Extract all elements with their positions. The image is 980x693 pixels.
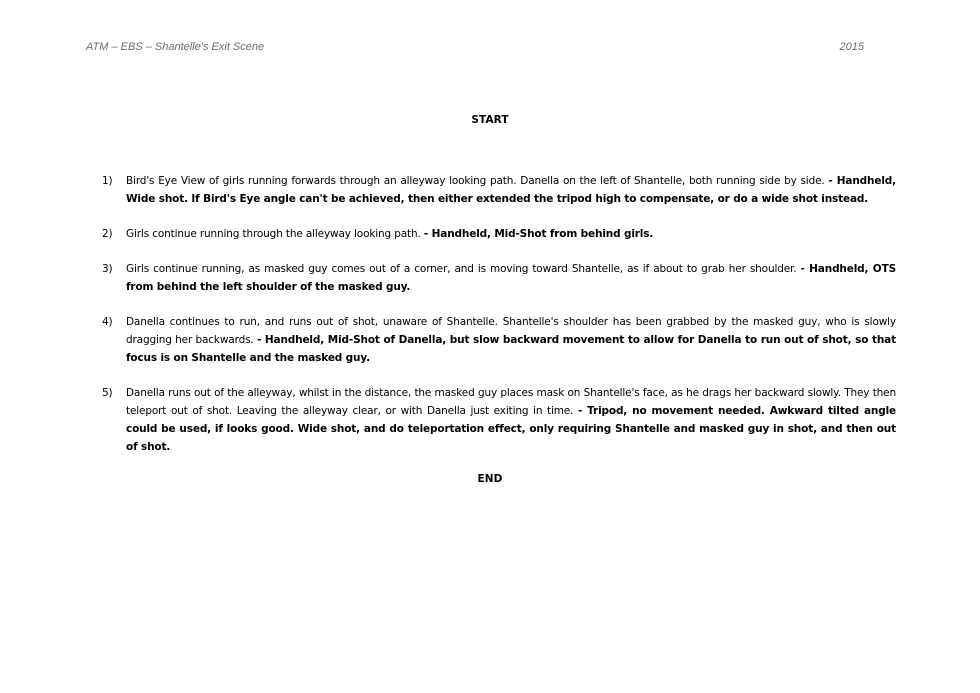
shot-item-2 bbox=[102, 225, 896, 243]
shot-technical-notes: - Handheld, Wide shot. If Bird's Eye angle can't be achieved, then either extended the tripod high to compensate, or do a wide shot instead. bbox=[126, 175, 896, 205]
start-marker: START bbox=[471, 114, 509, 126]
shot-number: 4) bbox=[102, 316, 113, 328]
shot-action: Girls continue running through the alleyway looking path. bbox=[126, 228, 421, 240]
shot-technical-notes: - Handheld, Mid-Shot from behind girls. bbox=[423, 228, 654, 240]
document-header-title: ATM – EBS – Shantelle’s Exit Scene bbox=[86, 41, 265, 53]
shot-item-5 bbox=[102, 384, 896, 456]
shot-number: 1) bbox=[102, 175, 113, 187]
shot-technical-notes: - Handheld, Mid-Shot of Danella, but slow backward movement to allow for Danella to run out of shot, so that focus is on Shantelle and the masked guy. bbox=[126, 334, 896, 364]
shot-description bbox=[126, 172, 896, 208]
shot-description bbox=[126, 225, 896, 243]
shot-technical-notes: - Tripod, no movement needed. Awkward tilted angle could be used, if looks good. Wide shot, and do teleportation effect, only requiring Shantelle and masked guy in shot, and then out of shot. bbox=[126, 405, 896, 453]
shot-number: 5) bbox=[102, 387, 113, 399]
shot-action: Bird's Eye View of girls running forwards through an alleyway looking path. Danella on the left of Shantelle, both running side by side. bbox=[126, 175, 825, 187]
shot-description bbox=[126, 313, 896, 367]
shot-description bbox=[126, 260, 896, 296]
document-header-year: 2015 bbox=[839, 41, 864, 53]
shot-item-3 bbox=[102, 260, 896, 296]
shot-description bbox=[126, 384, 896, 456]
shot-list bbox=[102, 172, 896, 473]
shot-action: Danella runs out of the alleyway, whilst in the distance, the masked guy places mask on Shantelle's face, as he drags her backward slowly. They then teleport out of shot. Leaving the alleyway clear, or with Danella just exiting in time. bbox=[126, 387, 896, 417]
shot-action: Danella continues to run, and runs out of shot, unaware of Shantelle. Shantelle's shoulder has been grabbed by the masked guy, who is slowly dragging her backwards. bbox=[126, 316, 896, 346]
end-marker: END bbox=[477, 473, 503, 485]
shot-item-1 bbox=[102, 172, 896, 208]
shot-action: Girls continue running, as masked guy comes out of a corner, and is moving toward Shantelle, as if about to grab her shoulder. bbox=[126, 263, 797, 275]
shot-item-4 bbox=[102, 313, 896, 367]
shot-number: 2) bbox=[102, 228, 113, 240]
shot-technical-notes: - Handheld, OTS from behind the left shoulder of the masked guy. bbox=[126, 263, 896, 293]
shot-number: 3) bbox=[102, 263, 113, 275]
